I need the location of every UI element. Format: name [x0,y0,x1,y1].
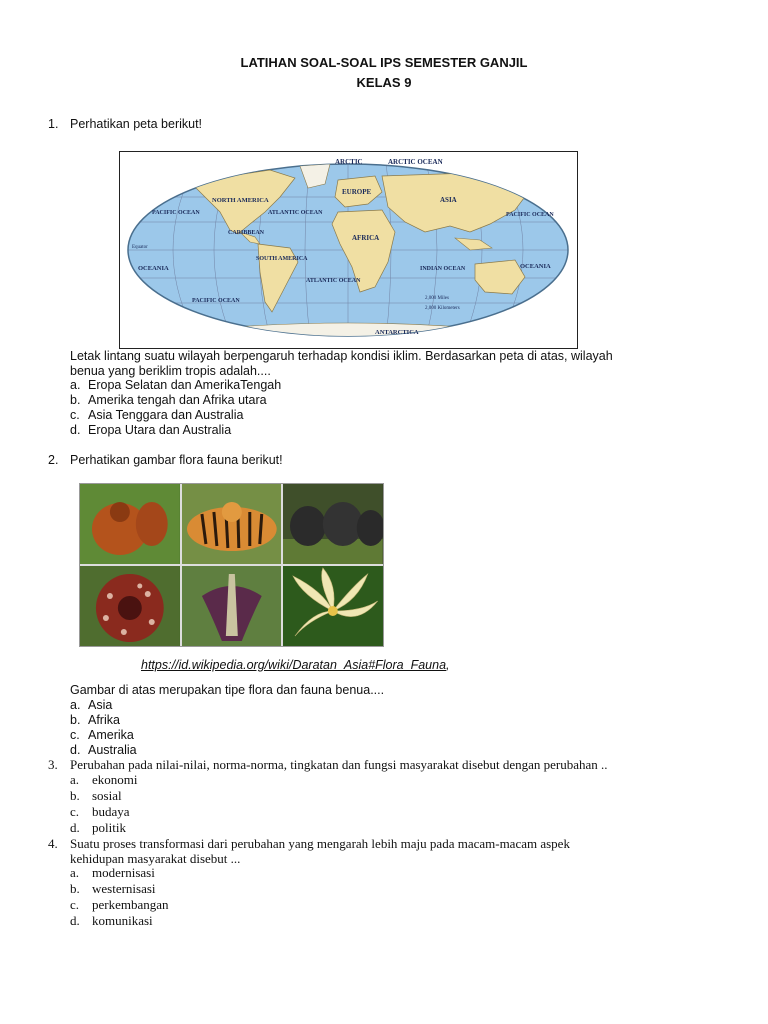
tiger-photo [182,484,282,564]
question-2-option-a[interactable]: a. Asia [70,698,113,712]
map-label: ATLANTIC OCEAN [306,278,361,284]
map-label: CARIBBEAN [228,230,265,236]
question-1-option-d[interactable]: d. Eropa Utara dan Australia [70,423,232,437]
elephants-photo [283,484,383,564]
map-label: ANTARCTICA [375,329,419,336]
map-label: SOUTH AMERICA [256,256,308,262]
map-label: PACIFIC OCEAN [192,298,240,304]
question-4-stem-line1: 4. Suatu proses transformasi dari perubahan yang mengarah lebih maju pada macam-macam aspek [48,836,570,851]
question-3-option-a[interactable]: a. ekonomi [70,772,138,787]
page-subtitle: KELAS 9 [356,75,412,90]
world-map-svg [120,152,577,348]
orangutan-photo [80,484,180,564]
map-label: PACIFIC OCEAN [152,210,200,216]
map-label: OCEANIA [138,265,169,272]
flora-fauna-photo-grid [79,483,384,647]
map-label: ARCTIC [335,158,363,166]
map-label: 2,000 Miles [425,296,449,301]
question-4-option-c[interactable]: c. perkembangan [70,897,169,912]
map-label: AFRICA [352,234,380,242]
world-map-image [119,151,578,349]
question-2-option-b[interactable]: b. Afrika [70,713,120,727]
question-1-stem-line2: benua yang beriklim tropis adalah.... [70,364,271,378]
question-2-option-d[interactable]: d. Australia [70,743,137,757]
question-number: 2. [48,453,59,467]
question-4-option-b[interactable]: b. westernisasi [70,881,156,896]
question-4-stem-line2: kehidupan masyarakat disebut ... [70,851,241,866]
source-link-row: https://id.wikipedia.org/wiki/Daratan_Asia#Flora_Fauna, [141,658,450,672]
question-number: 4. [48,836,58,851]
map-label: ARCTIC OCEAN [388,158,443,166]
question-3-option-d[interactable]: d. politik [70,820,126,835]
page-title: LATIHAN SOAL-SOAL IPS SEMESTER GANJIL [240,55,528,70]
map-label: PACIFIC OCEAN [506,212,554,218]
question-2-prompt: 2. Perhatikan gambar flora fauna berikut! [48,453,283,467]
question-1-stem-line1: Letak lintang suatu wilayah berpengaruh terhadap kondisi iklim. Berdasarkan peta di atas, wilayah [70,349,613,363]
question-4-option-a[interactable]: a. modernisasi [70,865,155,880]
question-number: 3. [48,757,58,772]
map-label: INDIAN OCEAN [420,266,466,272]
question-2-stem: Gambar di atas merupakan tipe flora dan fauna benua.... [70,683,385,697]
question-3-stem: 3. Perubahan pada nilai-nilai, norma-norma, tingkatan dan fungsi masyarakat disebut dengan perubahan .. [48,757,608,772]
question-number: 1. [48,117,59,131]
question-2-option-c[interactable]: c. Amerika [70,728,134,742]
map-label: 2,000 Kilometers [425,306,460,311]
wikipedia-source-link[interactable]: https://id.wikipedia.org/wiki/Daratan_Asia#Flora_Fauna [141,658,447,672]
map-label: EUROPE [342,188,372,196]
question-1-option-a[interactable]: a. Eropa Selatan dan AmerikaTengah [70,378,282,392]
question-1-option-c[interactable]: c. Asia Tenggara dan Australia [70,408,244,422]
map-label: Equator [132,245,148,250]
question-3-option-c[interactable]: c. budaya [70,804,130,819]
question-1-prompt: 1. Perhatikan peta berikut! [48,117,203,131]
map-label: NORTH AMERICA [212,197,269,204]
question-4-option-d[interactable]: d. komunikasi [70,913,153,928]
rafflesia-flower-photo [80,566,180,646]
question-1-option-b[interactable]: b. Amerika tengah dan Afrika utara [70,393,267,407]
map-label: ATLANTIC OCEAN [268,210,323,216]
map-label: OCEANIA [520,263,551,270]
question-3-option-b[interactable]: b. sosial [70,788,122,803]
lily-flower-photo [283,566,383,646]
map-label: ASIA [440,196,457,204]
amorphophallus-flower-photo [182,566,282,646]
